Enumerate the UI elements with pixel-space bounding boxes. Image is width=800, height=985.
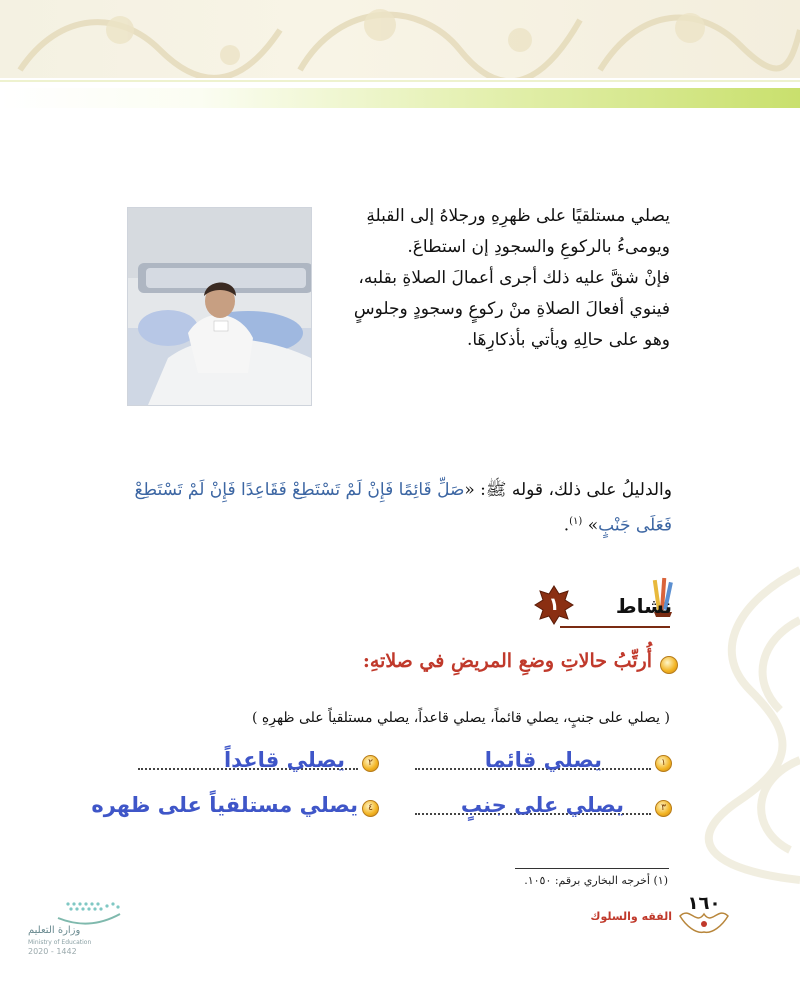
answer-bullet-icon: ٢: [362, 755, 379, 772]
patient-prayer-description: [330, 201, 670, 356]
ministry-name: وزارة التعليم: [28, 925, 81, 936]
activity-question: أُرتِّبُ حالاتِ وضعِ المريضِ في صلاتهِ:: [362, 650, 652, 672]
footnote-ref: (١): [569, 516, 583, 527]
answer-2: يصلي قاعداً: [223, 748, 345, 772]
text-line: وهو على حالِهِ ويأتي بأذكارِهَا.: [466, 330, 670, 350]
text-line: ويومىءُ بالركوعِ والسجودِ إن استطاعَ.: [407, 237, 670, 257]
activity-label: نشاط: [615, 594, 672, 618]
answer-4: يصلي مستلقياً على ظهره: [91, 793, 358, 817]
text-line: يصلي مستلقيًا على ظهرِهِ ورجلاهُ إلى القبلةِ: [366, 206, 670, 226]
answer-bullet-icon: ٤: [362, 800, 379, 817]
footnote: (١) أخرجه البخاري برقم: ١٠٥٠.: [524, 874, 668, 887]
answer-3: يصلي على جنبٍ: [460, 793, 624, 817]
edition-year: 2020 - 1442: [28, 947, 77, 956]
answer-choices: ( يصلي على جنبٍ، يصلي قائماً، يصلي قاعداً، يصلي مستلقياً على ظهرِهِ ): [251, 710, 670, 726]
evidence-intro: والدليلُ على ذلك، قوله ﷺ: «: [464, 480, 672, 500]
text-line: فينوي أفعالَ الصلاةِ منْ ركوعٍ وسجودٍ وجلوسٍ: [353, 299, 670, 319]
evidence-end: .: [563, 515, 570, 536]
header-divider: [0, 80, 800, 82]
ministry-name-english: Ministry of Education: [28, 939, 92, 946]
activity-underline: [560, 626, 670, 628]
question-bullet-icon: [660, 656, 678, 674]
quote-close: »: [587, 515, 599, 536]
activity-number: ١: [548, 594, 560, 615]
header-green-bar: [0, 88, 800, 108]
answer-1: يصلي قائما: [484, 748, 602, 772]
answer-bullet-icon: ٣: [655, 800, 672, 817]
banner-ornament: [0, 0, 800, 78]
patient-photo: [127, 207, 312, 406]
evidence-paragraph: [120, 474, 672, 542]
footnote-divider: [515, 868, 669, 869]
answer-bullet-icon: ١: [655, 755, 672, 772]
hadith-quote: صَلِّ قَائِمًا فَإِنْ لَمْ تَسْتَطِعْ فَقَاعِدًا فَإِنْ لَمْ تَسْتَطِعْ فَعَلَى جَنْبٍ: [134, 480, 672, 536]
page-number: ١٦٠: [687, 893, 721, 914]
text-line: فإنْ شقَّ عليه ذلك أجرى أعمالَ الصلاةِ بقلبه،: [358, 268, 670, 288]
subject-name: الفقه والسلوك: [590, 910, 672, 923]
header-banner: [0, 0, 800, 78]
